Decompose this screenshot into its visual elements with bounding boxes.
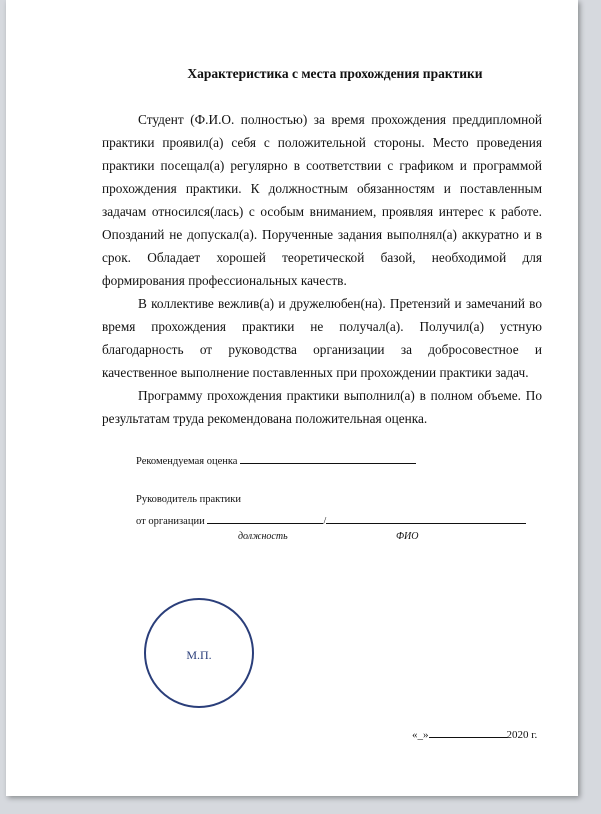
grade-row	[136, 452, 416, 467]
organization-label: от организации	[136, 516, 205, 527]
paragraph-2: В коллективе вежлив(а) и дружелюбен(на). Претензий и замечаний во время прохождения практики не получал(а). Получил(а) устную благодарность от руководства организации за добросовестное и качественное выполнение поставленных при прохождении практики задач.	[102, 296, 542, 380]
date-year: 2020 г.	[506, 729, 538, 741]
name-blank-line	[326, 512, 526, 524]
grade-blank-line	[240, 452, 416, 464]
document-title: Характеристика с места прохождения практики	[187, 66, 483, 81]
document-page	[6, 0, 578, 796]
slash-separator: /	[323, 516, 327, 527]
date-row	[412, 726, 537, 741]
date-month-line	[429, 726, 507, 738]
grade-label: Рекомендуемая оценка	[136, 456, 238, 467]
name-caption: ФИО	[396, 531, 419, 542]
stamp-circle	[144, 598, 254, 708]
paragraph-3: Программу прохождения практики выполнил(а) в полном объеме. По результатам труда рекомендована положительная оценка.	[102, 388, 542, 426]
supervisor-row	[136, 512, 526, 527]
document-body	[102, 108, 542, 430]
position-blank-line	[207, 512, 323, 524]
date-day: «_»	[412, 729, 429, 741]
supervisor-label: Руководитель практики	[136, 494, 242, 505]
stamp-label: М.П.	[186, 648, 212, 662]
paragraph-1: Студент (Ф.И.О. полностью) за время прохождения преддипломной практики проявил(а) себя с положительной стороны. Место проведения практики посещал(а) регулярно в соответствии с графиком и программой прохождения практики. К должностным обязанностям и поставленным задачам относился(лась) с особым вниманием, проявляя интерес к работе. Опозданий не допускал(а). Порученные задания выполнял(а) аккуратно и в срок. Обладает хорошей теоретической базой, необходимой для формирования профессиональных качеств.	[102, 112, 542, 288]
position-caption: должность	[238, 531, 288, 542]
